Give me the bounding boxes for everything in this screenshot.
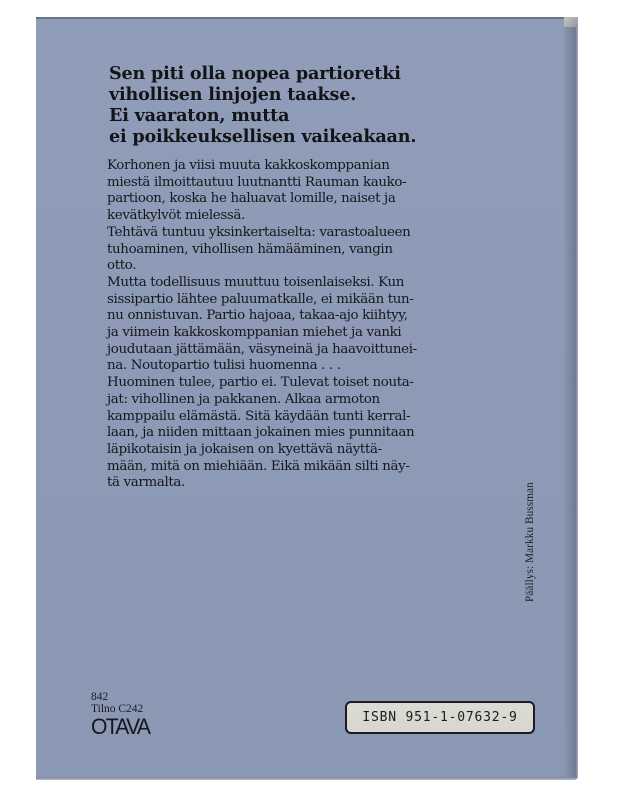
headline-line: Ei vaaraton, mutta bbox=[109, 105, 290, 126]
blurb-line: Korhonen ja viisi muuta kakkoskomppanian bbox=[107, 158, 390, 173]
blurb-line: läpikotaisin ja jokaisen on kyettävä näyttä- bbox=[107, 441, 382, 457]
blurb-line: Tehtävä tuntuu yksinkertaiselta: varastoalueen bbox=[107, 224, 411, 240]
headline-line: vihollisen linjojen taakse. bbox=[109, 84, 357, 105]
headline bbox=[109, 63, 416, 147]
blurb-line: ja viimein kakkoskomppanian miehet ja vanki bbox=[107, 325, 402, 341]
publisher-logo: OTAVA bbox=[91, 714, 150, 739]
blurb-line: Mutta todellisuus muuttuu toisenlaiseksi. Kun bbox=[107, 274, 405, 290]
blurb-line: Huominen tulee, partio ei. Tulevat toiset nouta- bbox=[107, 375, 414, 391]
blurb-line: mään, mitä on miehiään. Eikä mikään silti näy- bbox=[107, 458, 410, 474]
publisher-block bbox=[91, 691, 152, 739]
cover-design-credit: Päällys: Markku Bussman bbox=[524, 482, 536, 602]
blurb-line: joudutaan jättämään, väsyneinä ja haavoittunei- bbox=[107, 341, 417, 357]
blurb-line: miestä ilmoittautuu luutnantti Rauman kauko- bbox=[107, 174, 407, 190]
blurb-line: kevätkylvöt mielessä. bbox=[107, 208, 245, 224]
blurb-line: na. Noutopartio tulisi huomenna . . . bbox=[107, 358, 341, 374]
book-back-cover bbox=[36, 17, 576, 778]
headline-line: ei poikkeuksellisen vaikeakaan. bbox=[109, 126, 417, 147]
blurb-line: tä varmalta. bbox=[107, 475, 185, 491]
order-number: Tilno C242 bbox=[91, 703, 144, 715]
blurb-line: nu onnistuvan. Partio hajoaa, takaa-ajo kiihtyy, bbox=[107, 308, 408, 324]
blurb-line: jat: vihollinen ja pakkanen. Alkaa armoton bbox=[107, 391, 380, 407]
blurb-line: kamppailu elämästä. Sitä käydään tunti kerral- bbox=[107, 408, 411, 424]
headline-line: Sen piti olla nopea partioretki bbox=[109, 63, 401, 84]
publisher-code: 842 bbox=[91, 691, 109, 703]
bottom-edge bbox=[36, 777, 576, 780]
corner-wear bbox=[564, 17, 578, 27]
blurb bbox=[107, 158, 417, 492]
isbn-label: ISBN 951-1-07632-9 bbox=[345, 701, 535, 734]
spine-edge bbox=[564, 19, 578, 778]
blurb-line: sissipartio lähtee paluumatkalle, ei mikään tun- bbox=[107, 291, 414, 307]
blurb-line: otto. bbox=[107, 258, 137, 274]
blurb-line: tuhoaminen, vihollisen hämääminen, vangin bbox=[107, 241, 393, 257]
blurb-line: partioon, koska he haluavat lomille, naiset ja bbox=[107, 191, 396, 207]
blurb-line: laan, ja niiden mittaan jokainen mies punnitaan bbox=[107, 425, 415, 441]
